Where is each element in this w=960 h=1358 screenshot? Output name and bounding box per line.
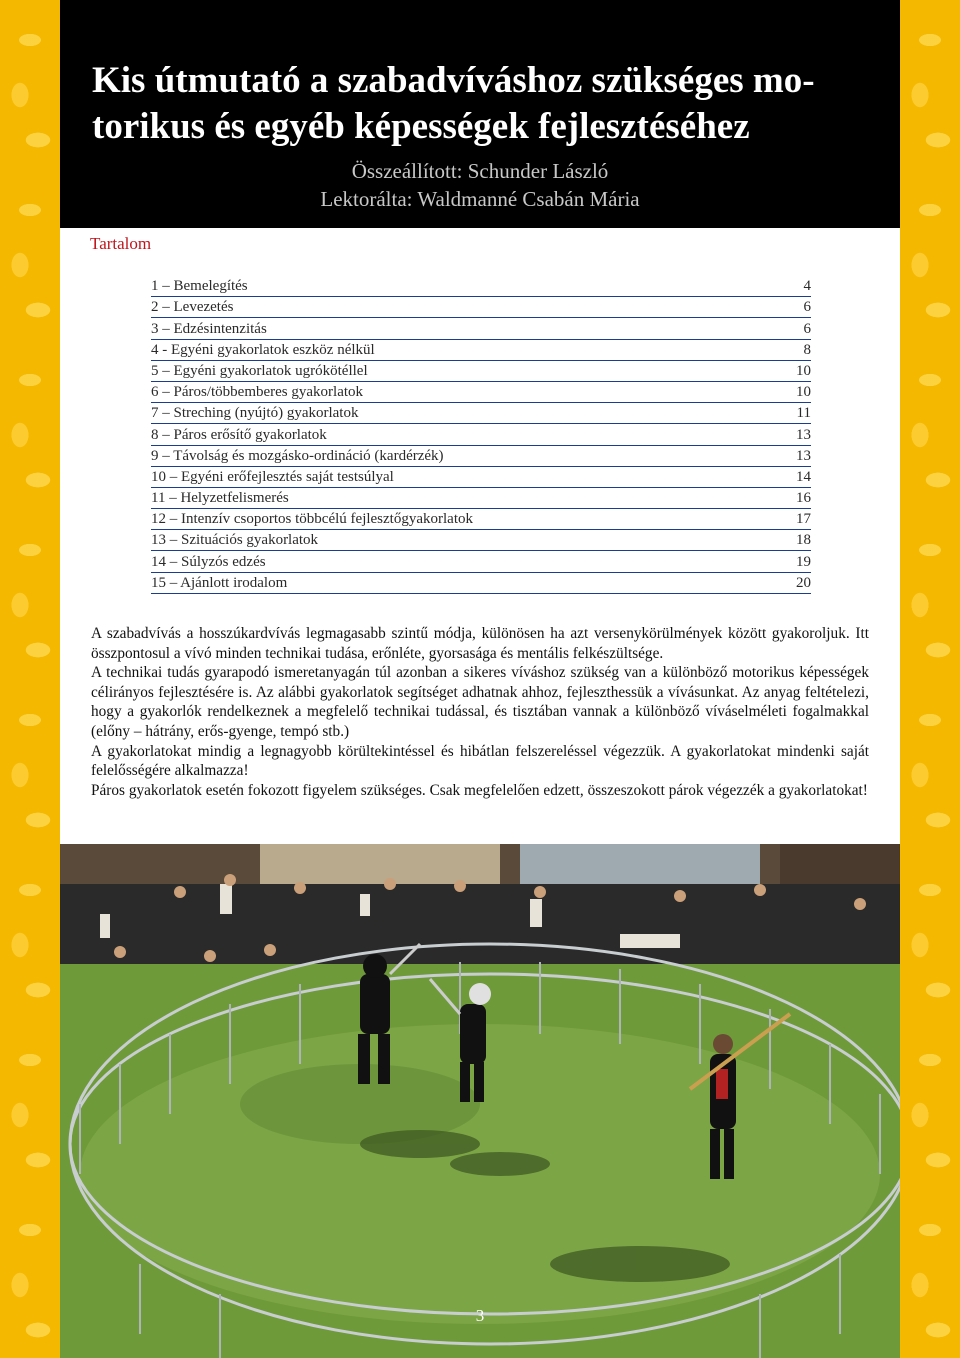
title-line-2: torikus és egyéb képességek fejlesztéséhez [92, 106, 750, 147]
compiled-by: Összeállított: Schunder László [351, 159, 609, 183]
sparring-photo-graphic [60, 844, 900, 1358]
toc-entry-page: 17 [796, 511, 811, 528]
toc-entry-label: 11 – Helyzetfelismerés [151, 490, 289, 507]
toc-entry-label: 7 – Streching (nyújtó) gyakorlatok [151, 405, 359, 422]
intro-paragraph-1: A szabadvívás a hosszúkardvívás legmagasabb szintű módja, különösen ha azt versenykörülmények között gyakoroljuk. Itt összpontosul a vívó minden technikai tudása, erőnléte, gyorsasága és mentális felkészültsége. [91, 625, 869, 662]
toc-entry-label: 5 – Egyéni gyakorlatok ugrókötéllel [151, 362, 368, 379]
toc-entry-page: 16 [796, 490, 811, 507]
toc-entry-page: 13 [796, 426, 811, 443]
toc-entry-page: 19 [796, 553, 811, 570]
toc-entry-label: 13 – Szituációs gyakorlatok [151, 532, 319, 549]
toc-entry-label: 10 – Egyéni erőfejlesztés saját testsúlyal [151, 468, 394, 485]
toc-entry[interactable] [151, 318, 811, 339]
toc-entry-label: 4 - Egyéni gyakorlatok eszköz nélkül [151, 341, 375, 358]
toc-entry[interactable] [151, 382, 811, 403]
title-line-1: Kis útmutató a szabadvíváshoz szükséges mo- [92, 60, 815, 101]
intro-paragraph-3: A gyakorlatokat mindig a legnagyobb körültekintéssel és hibátlan felszereléssel végezzük. A gyakorlatokat mindenki saját felelősségére alkalmazza! [91, 742, 869, 780]
toc-entry-page: 6 [803, 299, 811, 316]
toc-entry[interactable] [151, 509, 811, 530]
toc-entry-page: 13 [796, 447, 811, 464]
intro-text [91, 624, 869, 800]
decorative-border-left [0, 0, 60, 1358]
toc-heading: Tartalom [90, 234, 152, 253]
toc-entry-page: 11 [796, 405, 811, 422]
toc-entry-page: 20 [796, 574, 811, 591]
toc-entry[interactable] [151, 488, 811, 509]
toc-entry[interactable] [151, 467, 811, 488]
toc-entry-page: 10 [796, 362, 811, 379]
toc-entry[interactable] [151, 573, 811, 594]
toc-entry[interactable] [151, 551, 811, 572]
toc-entry[interactable] [151, 276, 811, 297]
toc-entry[interactable] [151, 340, 811, 361]
toc-entry-page: 18 [796, 532, 811, 549]
toc-entry-page: 6 [803, 320, 811, 337]
sparring-photo [60, 844, 900, 1358]
toc-entry-label: 2 – Levezetés [151, 299, 234, 316]
toc-entry-label: 8 – Páros erősítő gyakorlatok [151, 426, 327, 443]
page-number: 3 [475, 1306, 485, 1325]
title-band [60, 0, 900, 228]
toc-entry-page: 4 [803, 278, 811, 295]
toc-entry-label: 14 – Súlyzós edzés [151, 553, 266, 570]
toc-entry[interactable] [151, 361, 811, 382]
toc-entry[interactable] [151, 424, 811, 445]
toc-entry[interactable] [151, 446, 811, 467]
toc-entry-label: 1 – Bemelegítés [151, 278, 248, 295]
toc-entry[interactable] [151, 297, 811, 318]
intro-paragraph-2: A technikai tudás gyarapodó ismeretanyagán túl azonban a sikeres víváshoz szükség van a különböző motorikus képességek célirányos fejlesztésére is. Az alábbi gyakorlatok segítséget adhatnak ahhoz, fejleszthessük a vívásunkat. Az anyag feltételezi, hogy a gyakorlók rendelkeznek a megfelelő technikai tudással, és tisztában vannak a különböző víváselméleti fogalmakkal (előny – hátrány, erős-gyenge, tempó stb.) [91, 664, 869, 740]
reviewed-by: Lektorálta: Waldmanné Csabán Mária [320, 187, 640, 211]
table-of-contents [151, 276, 811, 594]
toc-entry-label: 3 – Edzésintenzitás [151, 320, 267, 337]
toc-entry-page: 8 [803, 341, 811, 358]
toc-entry[interactable] [151, 403, 811, 424]
toc-entry-label: 9 – Távolság és mozgásko-ordináció (kardérzék) [151, 447, 444, 464]
document-title [92, 58, 882, 150]
toc-entry[interactable] [151, 530, 811, 551]
toc-entry-label: 12 – Intenzív csoportos többcélú fejlesztőgyakorlatok [151, 511, 473, 528]
toc-entry-label: 6 – Páros/többemberes gyakorlatok [151, 384, 364, 401]
intro-paragraph-4: Páros gyakorlatok esetén fokozott figyelem szükséges. Csak megfelelően edzett, összeszokott párok végezzék a gyakorlatokat! [91, 781, 868, 799]
toc-entry-label: 15 – Ajánlott irodalom [151, 574, 288, 591]
toc-entry-page: 14 [796, 468, 811, 485]
decorative-border-right [900, 0, 960, 1358]
toc-entry-page: 10 [796, 384, 811, 401]
document-page [60, 0, 900, 1358]
